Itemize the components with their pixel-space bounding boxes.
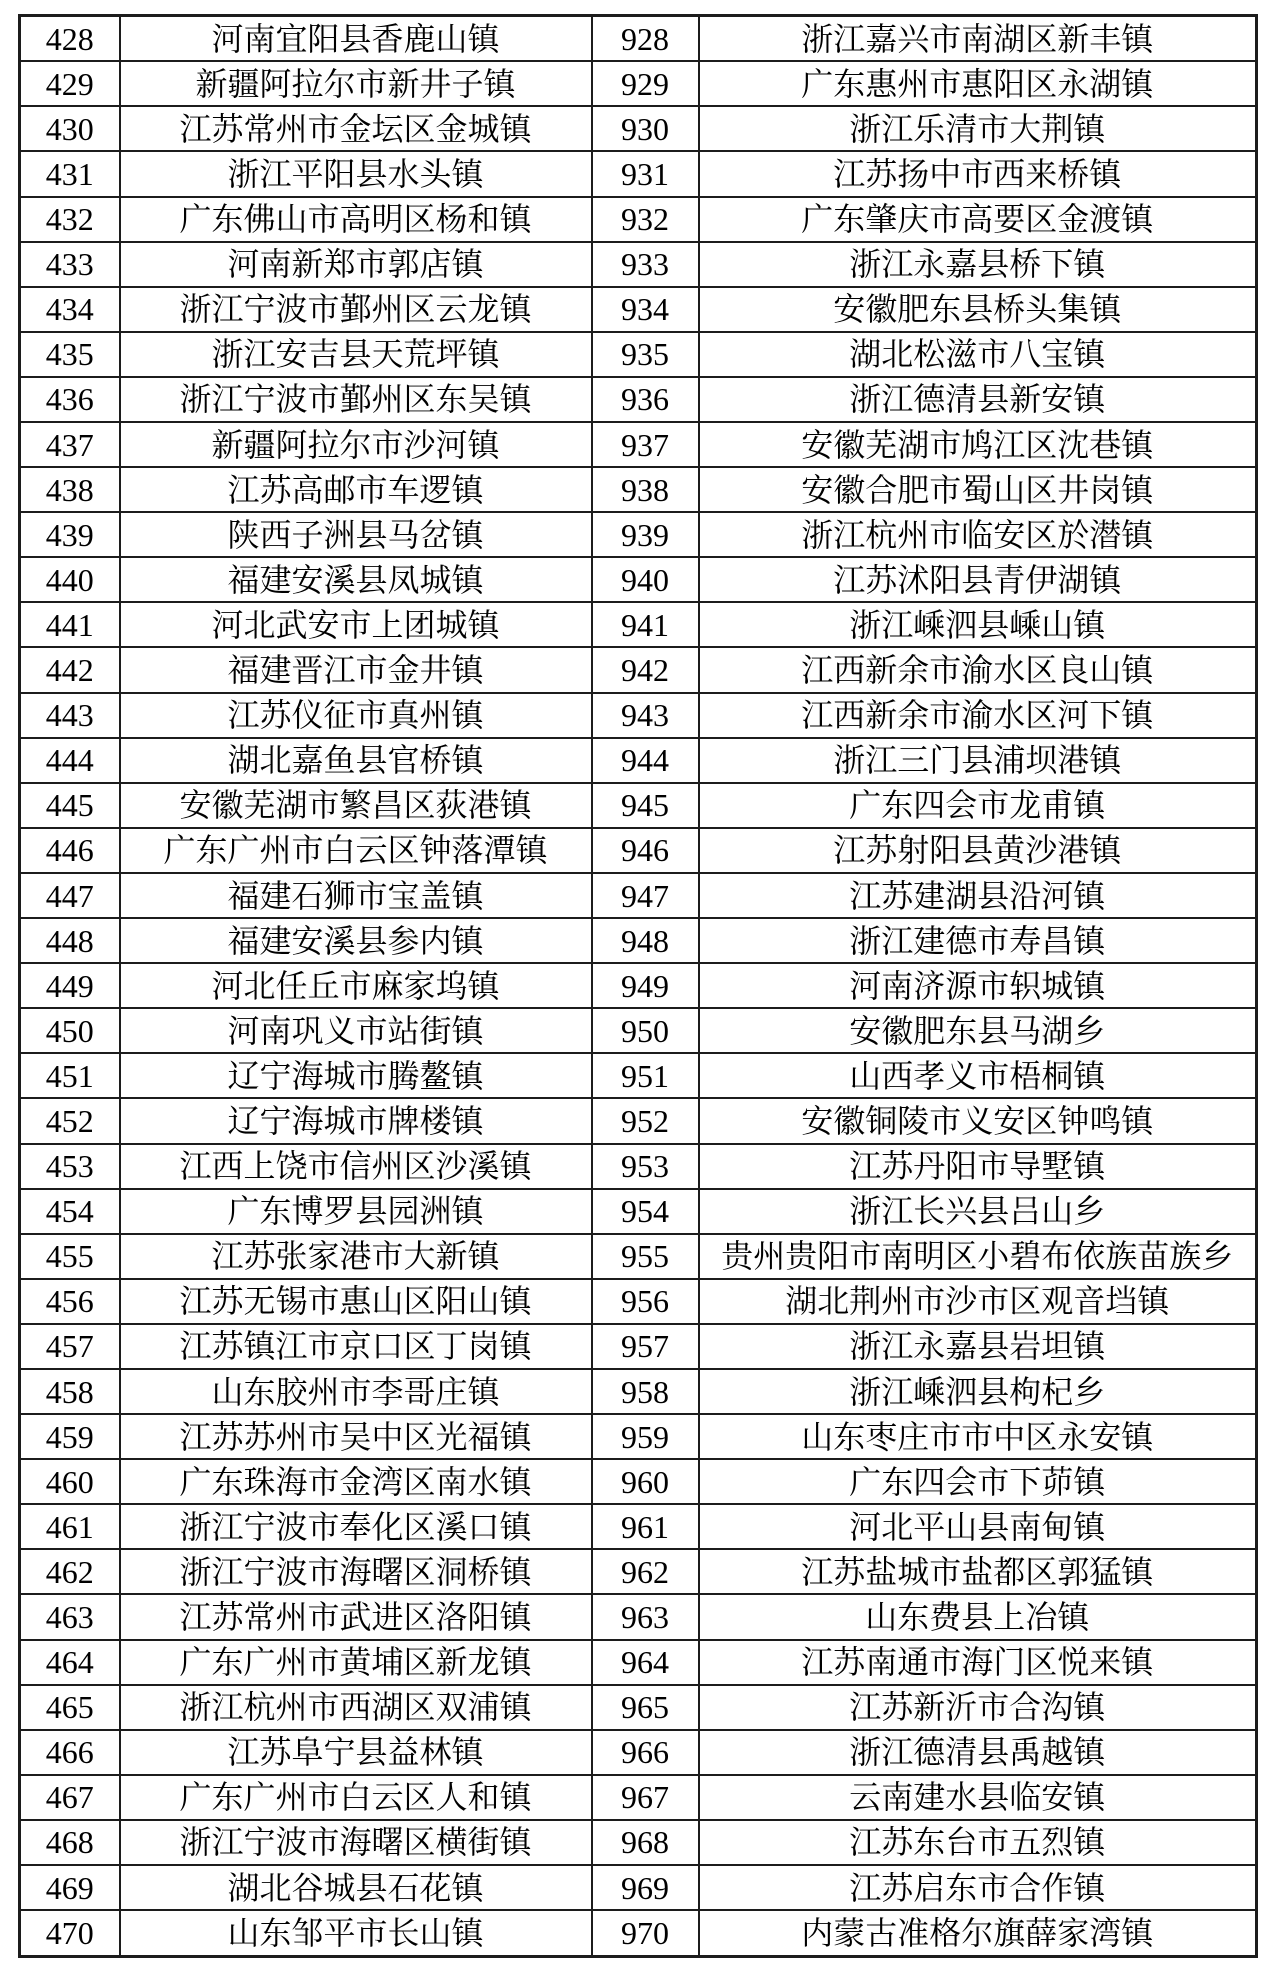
town-right-cell: 浙江嵊泗县嵊山镇 [699, 602, 1257, 647]
town-left-cell: 江苏无锡市惠山区阳山镇 [120, 1279, 592, 1324]
table-row [20, 332, 1257, 377]
rank-left-cell: 457 [20, 1324, 120, 1369]
town-left-cell: 河南宜阳县香鹿山镇 [120, 16, 592, 62]
town-right-cell: 江苏丹阳市导墅镇 [699, 1144, 1257, 1189]
rank-right-cell: 934 [592, 287, 699, 332]
table-row [20, 602, 1257, 647]
table-row [20, 647, 1257, 692]
rank-left-cell: 461 [20, 1504, 120, 1549]
town-left-cell: 福建安溪县参内镇 [120, 918, 592, 963]
town-right-cell: 安徽芜湖市鸠江区沈巷镇 [699, 422, 1257, 467]
rank-left-cell: 463 [20, 1594, 120, 1639]
table-row [20, 1144, 1257, 1189]
rank-right-cell: 953 [592, 1144, 699, 1189]
rank-left-cell: 460 [20, 1459, 120, 1504]
table-row [20, 422, 1257, 467]
rank-left-cell: 447 [20, 873, 120, 918]
rank-left-cell: 469 [20, 1865, 120, 1910]
table-row [20, 783, 1257, 828]
rank-right-cell: 946 [592, 828, 699, 873]
town-left-cell: 江苏阜宁县益林镇 [120, 1730, 592, 1775]
rank-right-cell: 955 [592, 1234, 699, 1279]
rank-right-cell: 943 [592, 693, 699, 738]
rank-left-cell: 452 [20, 1098, 120, 1143]
rank-right-cell: 964 [592, 1640, 699, 1685]
rank-left-cell: 440 [20, 557, 120, 602]
rank-right-cell: 956 [592, 1279, 699, 1324]
town-right-cell: 安徽合肥市蜀山区井岗镇 [699, 467, 1257, 512]
town-right-cell: 江苏射阳县黄沙港镇 [699, 828, 1257, 873]
rank-left-cell: 451 [20, 1053, 120, 1098]
rank-right-cell: 965 [592, 1685, 699, 1730]
town-right-cell: 浙江嵊泗县枸杞乡 [699, 1369, 1257, 1414]
town-left-cell: 江西上饶市信州区沙溪镇 [120, 1144, 592, 1189]
town-left-cell: 江苏高邮市车逻镇 [120, 467, 592, 512]
town-left-cell: 江苏常州市金坛区金城镇 [120, 106, 592, 151]
rank-right-cell: 950 [592, 1008, 699, 1053]
rank-left-cell: 445 [20, 783, 120, 828]
rank-right-cell: 939 [592, 512, 699, 557]
rank-left-cell: 448 [20, 918, 120, 963]
rank-left-cell: 434 [20, 287, 120, 332]
town-right-cell: 浙江杭州市临安区於潜镇 [699, 512, 1257, 557]
rank-right-cell: 963 [592, 1594, 699, 1639]
town-left-cell: 福建安溪县凤城镇 [120, 557, 592, 602]
table-row [20, 512, 1257, 557]
rank-right-cell: 933 [592, 242, 699, 287]
rank-right-cell: 944 [592, 738, 699, 783]
town-left-cell: 安徽芜湖市繁昌区荻港镇 [120, 783, 592, 828]
town-left-cell: 新疆阿拉尔市沙河镇 [120, 422, 592, 467]
rank-right-cell: 929 [592, 61, 699, 106]
rank-right-cell: 930 [592, 106, 699, 151]
table-row [20, 918, 1257, 963]
rank-right-cell: 968 [592, 1820, 699, 1865]
town-right-cell: 河南济源市轵城镇 [699, 963, 1257, 1008]
town-right-cell: 江西新余市渝水区良山镇 [699, 647, 1257, 692]
town-right-cell: 浙江德清县禹越镇 [699, 1730, 1257, 1775]
town-left-cell: 山东邹平市长山镇 [120, 1910, 592, 1956]
rank-right-cell: 961 [592, 1504, 699, 1549]
town-left-cell: 福建石狮市宝盖镇 [120, 873, 592, 918]
town-right-cell: 浙江乐清市大荆镇 [699, 106, 1257, 151]
town-left-cell: 福建晋江市金井镇 [120, 647, 592, 692]
town-right-cell: 浙江永嘉县岩坦镇 [699, 1324, 1257, 1369]
town-right-cell: 浙江德清县新安镇 [699, 377, 1257, 422]
rank-right-cell: 938 [592, 467, 699, 512]
town-left-cell: 浙江宁波市海曙区横街镇 [120, 1820, 592, 1865]
table-row [20, 1279, 1257, 1324]
table-row [20, 963, 1257, 1008]
rank-left-cell: 466 [20, 1730, 120, 1775]
rank-left-cell: 455 [20, 1234, 120, 1279]
rank-left-cell: 431 [20, 151, 120, 196]
town-left-cell: 浙江平阳县水头镇 [120, 151, 592, 196]
rank-left-cell: 456 [20, 1279, 120, 1324]
town-right-cell: 江苏新沂市合沟镇 [699, 1685, 1257, 1730]
town-right-cell: 浙江建德市寿昌镇 [699, 918, 1257, 963]
rank-left-cell: 436 [20, 377, 120, 422]
table-row [20, 693, 1257, 738]
town-right-cell: 山西孝义市梧桐镇 [699, 1053, 1257, 1098]
rank-right-cell: 942 [592, 647, 699, 692]
rank-left-cell: 453 [20, 1144, 120, 1189]
town-right-cell: 广东惠州市惠阳区永湖镇 [699, 61, 1257, 106]
town-right-cell: 云南建水县临安镇 [699, 1775, 1257, 1820]
table-row [20, 1504, 1257, 1549]
rank-left-cell: 444 [20, 738, 120, 783]
rank-left-cell: 443 [20, 693, 120, 738]
table-row [20, 377, 1257, 422]
town-left-cell: 江苏常州市武进区洛阳镇 [120, 1594, 592, 1639]
town-right-cell: 江苏启东市合作镇 [699, 1865, 1257, 1910]
rank-left-cell: 446 [20, 828, 120, 873]
rank-left-cell: 468 [20, 1820, 120, 1865]
rank-left-cell: 428 [20, 16, 120, 62]
town-left-cell: 辽宁海城市腾鳌镇 [120, 1053, 592, 1098]
rank-right-cell: 945 [592, 783, 699, 828]
town-left-cell: 浙江宁波市鄞州区东吴镇 [120, 377, 592, 422]
table-row [20, 1910, 1257, 1956]
rank-left-cell: 467 [20, 1775, 120, 1820]
rank-right-cell: 936 [592, 377, 699, 422]
rank-right-cell: 957 [592, 1324, 699, 1369]
town-left-cell: 浙江杭州市西湖区双浦镇 [120, 1685, 592, 1730]
rank-right-cell: 962 [592, 1549, 699, 1594]
table-row [20, 1549, 1257, 1594]
rank-left-cell: 438 [20, 467, 120, 512]
town-right-cell: 广东四会市龙甫镇 [699, 783, 1257, 828]
rank-left-cell: 439 [20, 512, 120, 557]
rank-left-cell: 450 [20, 1008, 120, 1053]
rank-right-cell: 940 [592, 557, 699, 602]
town-left-cell: 广东博罗县园洲镇 [120, 1189, 592, 1234]
town-left-cell: 浙江宁波市鄞州区云龙镇 [120, 287, 592, 332]
town-left-cell: 湖北谷城县石花镇 [120, 1865, 592, 1910]
town-left-cell: 广东广州市白云区钟落潭镇 [120, 828, 592, 873]
town-right-cell: 河北平山县南甸镇 [699, 1504, 1257, 1549]
table-row [20, 61, 1257, 106]
table-row [20, 1820, 1257, 1865]
town-right-cell: 浙江永嘉县桥下镇 [699, 242, 1257, 287]
table-row [20, 151, 1257, 196]
rank-left-cell: 433 [20, 242, 120, 287]
town-left-cell: 河北任丘市麻家坞镇 [120, 963, 592, 1008]
town-right-cell: 山东费县上冶镇 [699, 1594, 1257, 1639]
town-right-cell: 湖北荆州市沙市区观音垱镇 [699, 1279, 1257, 1324]
table-row [20, 242, 1257, 287]
town-right-cell: 内蒙古准格尔旗薛家湾镇 [699, 1910, 1257, 1956]
town-right-cell: 江苏建湖县沿河镇 [699, 873, 1257, 918]
town-left-cell: 浙江宁波市海曙区洞桥镇 [120, 1549, 592, 1594]
rank-right-cell: 954 [592, 1189, 699, 1234]
town-left-cell: 江苏张家港市大新镇 [120, 1234, 592, 1279]
town-right-cell: 江苏沭阳县青伊湖镇 [699, 557, 1257, 602]
town-left-cell: 浙江安吉县天荒坪镇 [120, 332, 592, 377]
rank-right-cell: 935 [592, 332, 699, 377]
town-right-cell: 江苏东台市五烈镇 [699, 1820, 1257, 1865]
rank-right-cell: 932 [592, 197, 699, 242]
rank-right-cell: 951 [592, 1053, 699, 1098]
table-row [20, 1685, 1257, 1730]
rank-left-cell: 429 [20, 61, 120, 106]
rank-right-cell: 960 [592, 1459, 699, 1504]
table-row [20, 1098, 1257, 1143]
rank-right-cell: 966 [592, 1730, 699, 1775]
table-row [20, 738, 1257, 783]
town-left-cell: 新疆阿拉尔市新井子镇 [120, 61, 592, 106]
town-left-cell: 山东胶州市李哥庄镇 [120, 1369, 592, 1414]
town-right-cell: 山东枣庄市市中区永安镇 [699, 1414, 1257, 1459]
rank-left-cell: 430 [20, 106, 120, 151]
table-row [20, 197, 1257, 242]
table-row [20, 1053, 1257, 1098]
rank-left-cell: 465 [20, 1685, 120, 1730]
rank-left-cell: 459 [20, 1414, 120, 1459]
rank-right-cell: 967 [592, 1775, 699, 1820]
rank-left-cell: 462 [20, 1549, 120, 1594]
town-left-cell: 江苏仪征市真州镇 [120, 693, 592, 738]
table-row [20, 557, 1257, 602]
table-row [20, 1594, 1257, 1639]
table-row [20, 1730, 1257, 1775]
towns-ranking-table [18, 14, 1258, 1958]
rank-left-cell: 454 [20, 1189, 120, 1234]
town-left-cell: 湖北嘉鱼县官桥镇 [120, 738, 592, 783]
town-left-cell: 河北武安市上团城镇 [120, 602, 592, 647]
town-right-cell: 安徽肥东县桥头集镇 [699, 287, 1257, 332]
town-right-cell: 广东肇庆市高要区金渡镇 [699, 197, 1257, 242]
table-row [20, 1414, 1257, 1459]
rank-right-cell: 948 [592, 918, 699, 963]
table-row [20, 828, 1257, 873]
town-right-cell: 湖北松滋市八宝镇 [699, 332, 1257, 377]
town-left-cell: 河南巩义市站街镇 [120, 1008, 592, 1053]
rank-left-cell: 432 [20, 197, 120, 242]
table-row [20, 467, 1257, 512]
table-row [20, 1865, 1257, 1910]
town-left-cell: 江苏苏州市吴中区光福镇 [120, 1414, 592, 1459]
table-row [20, 1369, 1257, 1414]
rank-left-cell: 442 [20, 647, 120, 692]
town-left-cell: 广东珠海市金湾区南水镇 [120, 1459, 592, 1504]
town-left-cell: 江苏镇江市京口区丁岗镇 [120, 1324, 592, 1369]
rank-right-cell: 931 [592, 151, 699, 196]
table-row [20, 106, 1257, 151]
town-right-cell: 浙江三门县浦坝港镇 [699, 738, 1257, 783]
town-right-cell: 安徽肥东县马湖乡 [699, 1008, 1257, 1053]
town-left-cell: 陕西子洲县马岔镇 [120, 512, 592, 557]
rank-left-cell: 458 [20, 1369, 120, 1414]
rank-right-cell: 937 [592, 422, 699, 467]
towns-table-body [20, 16, 1257, 1957]
town-right-cell: 江苏南通市海门区悦来镇 [699, 1640, 1257, 1685]
town-right-cell: 浙江嘉兴市南湖区新丰镇 [699, 16, 1257, 62]
rank-right-cell: 928 [592, 16, 699, 62]
rank-left-cell: 441 [20, 602, 120, 647]
rank-right-cell: 941 [592, 602, 699, 647]
town-left-cell: 辽宁海城市牌楼镇 [120, 1098, 592, 1143]
rank-right-cell: 958 [592, 1369, 699, 1414]
rank-left-cell: 435 [20, 332, 120, 377]
town-left-cell: 浙江宁波市奉化区溪口镇 [120, 1504, 592, 1549]
table-row [20, 16, 1257, 62]
rank-left-cell: 449 [20, 963, 120, 1008]
table-row [20, 1189, 1257, 1234]
town-left-cell: 广东广州市白云区人和镇 [120, 1775, 592, 1820]
rank-left-cell: 437 [20, 422, 120, 467]
rank-right-cell: 949 [592, 963, 699, 1008]
town-right-cell: 安徽铜陵市义安区钟鸣镇 [699, 1098, 1257, 1143]
town-right-cell: 江苏盐城市盐都区郭猛镇 [699, 1549, 1257, 1594]
town-right-cell: 贵州贵阳市南明区小碧布依族苗族乡 [699, 1234, 1257, 1279]
rank-right-cell: 970 [592, 1910, 699, 1956]
town-right-cell: 浙江长兴县吕山乡 [699, 1189, 1257, 1234]
town-left-cell: 广东佛山市高明区杨和镇 [120, 197, 592, 242]
rank-left-cell: 470 [20, 1910, 120, 1956]
table-row [20, 287, 1257, 332]
rank-right-cell: 947 [592, 873, 699, 918]
table-row [20, 873, 1257, 918]
rank-right-cell: 969 [592, 1865, 699, 1910]
table-row [20, 1775, 1257, 1820]
rank-left-cell: 464 [20, 1640, 120, 1685]
table-row [20, 1324, 1257, 1369]
table-row [20, 1008, 1257, 1053]
town-right-cell: 江西新余市渝水区河下镇 [699, 693, 1257, 738]
table-row [20, 1234, 1257, 1279]
table-row [20, 1640, 1257, 1685]
rank-right-cell: 959 [592, 1414, 699, 1459]
town-right-cell: 广东四会市下茆镇 [699, 1459, 1257, 1504]
town-left-cell: 广东广州市黄埔区新龙镇 [120, 1640, 592, 1685]
rank-right-cell: 952 [592, 1098, 699, 1143]
table-row [20, 1459, 1257, 1504]
town-right-cell: 江苏扬中市西来桥镇 [699, 151, 1257, 196]
town-left-cell: 河南新郑市郭店镇 [120, 242, 592, 287]
